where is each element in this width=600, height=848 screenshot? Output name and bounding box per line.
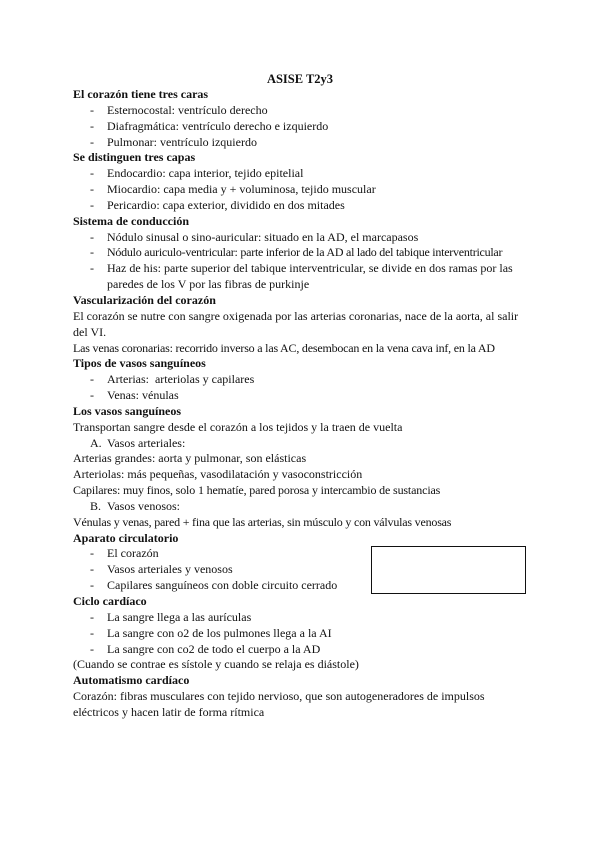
list-item: - Arterias: arteriolas y capilares	[90, 372, 255, 387]
document-body	[73, 87, 533, 721]
dash-bullet: -	[90, 261, 94, 276]
paragraph: El corazón se nutre con sangre oxigenada por las arterias coronarias, nace de la aorta, al salir del VI.	[73, 308, 519, 339]
heading-vasos: Los vasos sanguíneos	[73, 403, 182, 418]
list-item: - La sangre con o2 de los pulmones llega a la AI	[90, 625, 332, 640]
paragraph: Transportan sangre desde el corazón a los tejidos y la traen de vuelta	[73, 419, 403, 434]
list-item: - La sangre con co2 de todo el cuerpo a la AD	[90, 641, 321, 656]
dash-bullet: -	[90, 546, 94, 561]
dash-bullet: -	[90, 245, 94, 260]
list-item: - Esternocostal: ventrículo derecho	[90, 102, 268, 117]
list-item: - Haz de his: parte superior del tabique interventricular, se divide en dos ramas por las paredes de los V por las fibras de purkinje	[90, 261, 513, 292]
sublist-b: B. Vasos venosos:	[90, 498, 181, 513]
list-item: - Vasos arteriales y venosos	[90, 562, 233, 577]
heading-capas: Se distinguen tres capas	[73, 150, 196, 165]
list-item: - Endocardio: capa interior, tejido epitelial	[90, 166, 304, 181]
dash-bullet: -	[90, 641, 94, 656]
document-title: ASISE T2y3	[266, 72, 334, 86]
list-item: - Pulmonar: ventrículo izquierdo	[90, 134, 257, 149]
heading-tipos: Tipos de vasos sanguíneos	[73, 356, 206, 371]
dash-bullet: -	[90, 102, 94, 117]
list-item: - Venas: vénulas	[90, 388, 179, 403]
letter-marker: B.	[90, 498, 102, 513]
dash-bullet: -	[90, 134, 94, 149]
heading-caras: El corazón tiene tres caras	[73, 87, 209, 101]
heading-aparato: Aparato circulatorio	[73, 530, 179, 545]
letter-marker: A.	[90, 435, 102, 450]
dash-bullet: -	[90, 229, 94, 244]
dash-bullet: -	[90, 182, 94, 197]
heading-vascularizacion: Vascularización del corazón	[73, 292, 216, 307]
dash-bullet: -	[90, 118, 94, 133]
dash-bullet: -	[90, 625, 94, 640]
list-item: - Diafragmática: ventrículo derecho e izquierdo	[90, 118, 329, 133]
list-item: - Pericardio: capa exterior, dividido en dos mitades	[90, 197, 345, 212]
heading-ciclo: Ciclo cardíaco	[73, 594, 147, 608]
paragraph: Corazón: fibras musculares con tejido nervioso, que son autogeneradores de impulsos eléctricos y hacen latir de forma rítmica	[73, 689, 485, 719]
dash-bullet: -	[90, 388, 94, 403]
empty-rectangle-box	[371, 546, 526, 594]
heading-conduccion: Sistema de conducción	[73, 213, 190, 228]
list-item: - Miocardio: capa media y + voluminosa, tejido muscular	[90, 182, 376, 197]
paragraph: Vénulas y venas, pared + fina que las arterias, sin músculo y con válvulas venosas	[73, 514, 452, 529]
dash-bullet: -	[90, 609, 94, 624]
paragraph: (Cuando se contrae es sístole y cuando se relaja es diástole)	[73, 657, 359, 672]
sublist-a: A. Vasos arteriales:	[90, 435, 186, 450]
paragraph: Capilares: muy finos, solo 1 hematíe, pared porosa y intercambio de sustancias	[73, 483, 441, 498]
list-item: - El corazón	[90, 546, 159, 561]
list-item: - Capilares sanguíneos con doble circuito cerrado	[90, 578, 338, 593]
paragraph: Arterias grandes: aorta y pulmonar, son elásticas	[73, 451, 307, 466]
heading-automatismo: Automatismo cardíaco	[73, 673, 190, 688]
list-item: - La sangre llega a las aurículas	[90, 609, 252, 624]
paragraph: Arteriolas: más pequeñas, vasodilatación y vasoconstricción	[73, 467, 363, 482]
dash-bullet: -	[90, 197, 94, 212]
list-item: - Nódulo auriculo-ventricular: parte inferior de la AD al lado del tabique interventricular	[90, 245, 503, 260]
dash-bullet: -	[90, 166, 94, 181]
list-item: - Nódulo sinusal o sino-auricular: situado en la AD, el marcapasos	[90, 229, 419, 244]
dash-bullet: -	[90, 562, 94, 577]
dash-bullet: -	[90, 372, 94, 387]
dash-bullet: -	[90, 578, 94, 593]
paragraph: Las venas coronarias: recorrido inverso a las AC, desembocan en la vena cava inf, en la AD	[73, 340, 495, 355]
